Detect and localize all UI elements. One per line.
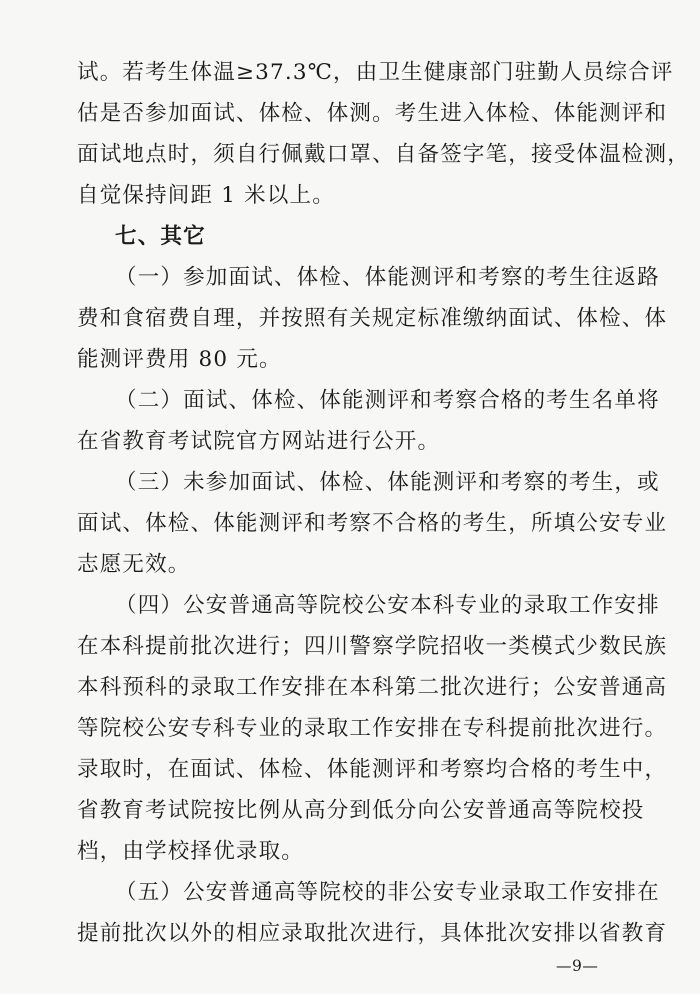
section-heading-other [77,216,625,257]
text-line: 等院校公安专科专业的录取工作安排在专科提前批次进行。 [77,716,668,741]
text-line: 在本科提前批次进行；四川警察学院招收一类模式少数民族 [77,634,668,659]
paragraph-item-2 [77,380,660,462]
paragraph-item-1 [77,257,668,380]
text-line: （二）面试、体检、体能测评和考察合格的考生名单将 [115,388,660,413]
text-line: 省教育考试院按比例从高分到低分向公安普通高等院校投 [77,798,645,823]
text-line: 费和食宿费自理，并按照有关规定标准缴纳面试、体检、体 [77,306,668,331]
paragraph-item-5 [77,872,668,954]
text-line: 面试地点时，须自行佩戴口罩、自备签字笔，接受体温检测， [77,142,690,167]
paragraph-health-check [77,52,690,216]
text-line: （四）公安普通高等院校公安本科专业的录取工作安排 [115,593,660,618]
text-line: 录取时，在面试、体检、体能测评和考察均合格的考生中， [77,757,668,782]
text-line: （一）参加面试、体检、体能测评和考察的考生往返路 [115,265,660,290]
text-line: （三）未参加面试、体检、体能测评和考察的考生，或 [115,470,660,495]
text-line: 估是否参加面试、体检、体测。考生进入体检、体能测评和 [77,101,668,126]
paragraph-item-3 [77,462,668,585]
text-line: 能测评费用 80 元。 [77,347,282,372]
text-line: 档，由学校择优录取。 [77,839,305,864]
text-line: 自觉保持间距 1 米以上。 [77,183,335,208]
section-heading: 七、其它 [115,224,206,249]
text-line: 面试、体检、体能测评和考察不合格的考生，所填公安专业 [77,511,668,536]
text-line: 提前批次以外的相应录取批次进行，具体批次安排以省教育 [77,921,668,946]
text-line: 在省教育考试院官方网站进行公开。 [77,429,441,454]
page-number: —9— [556,957,599,975]
document-body [77,52,690,954]
paragraph-item-4 [77,585,668,872]
text-line: 试。若考生体温≥37.3℃，由卫生健康部门驻勤人员综合评 [77,60,674,85]
text-line: 本科预科的录取工作安排在本科第二批次进行；公安普通高 [77,675,668,700]
text-line: 志愿无效。 [77,552,191,577]
text-line: （五）公安普通高等院校的非公安专业录取工作安排在 [115,880,660,905]
